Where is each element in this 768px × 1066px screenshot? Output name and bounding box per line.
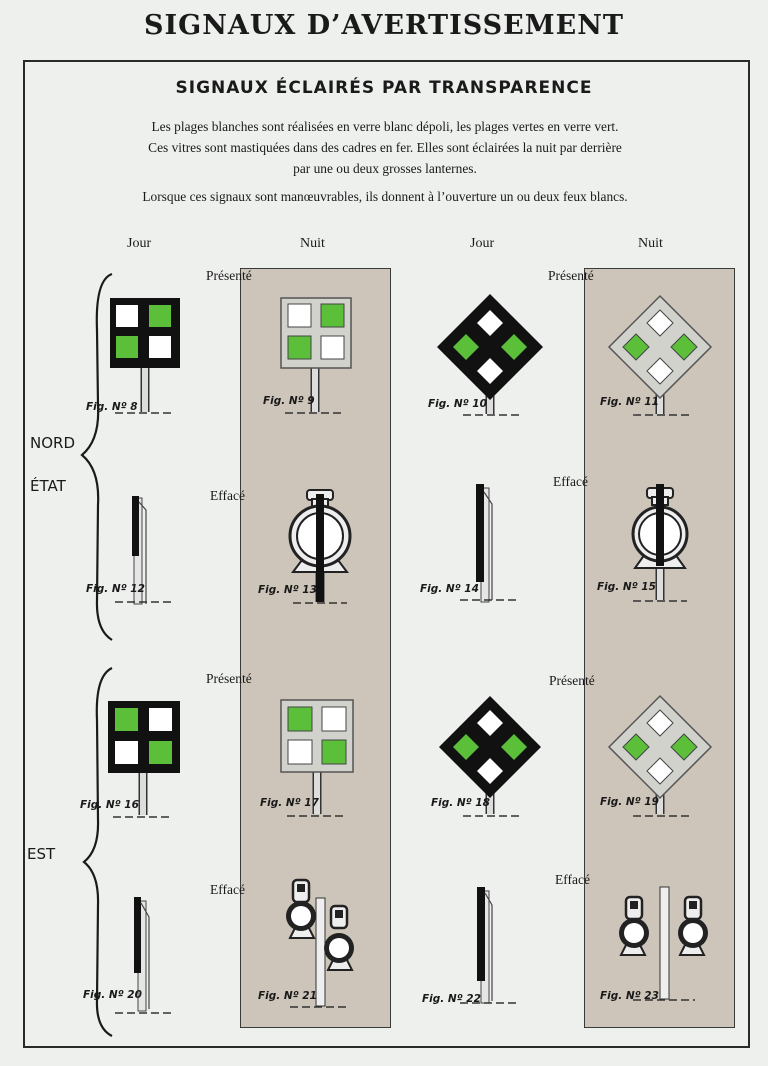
state-presente-1: Présenté bbox=[206, 268, 252, 283]
column-nuit-2: Nuit bbox=[638, 236, 663, 251]
state-efface-1: Effacé bbox=[210, 488, 245, 503]
caption-fig20: Fig. Nº 20 bbox=[83, 989, 142, 1001]
state-efface-2: Effacé bbox=[553, 474, 588, 489]
signal-fig20-edge-day bbox=[110, 895, 180, 1020]
description-line-1: Les plages blanches sont réalisées en verre blanc dépoli, les plages vertes en verre vert. bbox=[151, 119, 619, 134]
column-nuit-1: Nuit bbox=[300, 236, 325, 251]
caption-fig14: Fig. Nº 14 bbox=[420, 583, 479, 595]
caption-fig13: Fig. Nº 13 bbox=[258, 584, 317, 596]
description-line-2: Ces vitres sont mastiquées dans des cadres en fer. Elles sont éclairées la nuit par derrière bbox=[148, 140, 622, 155]
caption-fig15: Fig. Nº 15 bbox=[597, 581, 656, 593]
page-title: SIGNAUX D’AVERTISSEMENT bbox=[144, 10, 624, 41]
region-est: EST bbox=[27, 845, 56, 863]
region-etat: ÉTAT bbox=[30, 477, 66, 495]
caption-fig18: Fig. Nº 18 bbox=[431, 797, 490, 809]
description-line-4: Lorsque ces signaux sont manœuvrables, ils donnent à l’ouverture un ou deux feux blancs. bbox=[142, 189, 628, 204]
column-jour-2: Jour bbox=[470, 236, 495, 251]
state-efface-4: Effacé bbox=[555, 872, 590, 887]
caption-fig9: Fig. Nº 9 bbox=[263, 395, 315, 407]
caption-fig11: Fig. Nº 11 bbox=[600, 396, 659, 408]
caption-fig8: Fig. Nº 8 bbox=[86, 401, 138, 413]
caption-fig21: Fig. Nº 21 bbox=[258, 990, 317, 1002]
state-presente-3: Présenté bbox=[206, 671, 252, 686]
region-nord: NORD bbox=[30, 434, 75, 452]
caption-fig12: Fig. Nº 12 bbox=[86, 583, 145, 595]
caption-fig16: Fig. Nº 16 bbox=[80, 799, 139, 811]
caption-fig17: Fig. Nº 17 bbox=[260, 797, 319, 809]
description-line-3: par une ou deux grosses lanternes. bbox=[293, 161, 477, 176]
caption-fig23: Fig. Nº 23 bbox=[600, 990, 659, 1002]
caption-fig10: Fig. Nº 10 bbox=[428, 398, 487, 410]
state-presente-2: Présenté bbox=[548, 268, 594, 283]
caption-fig19: Fig. Nº 19 bbox=[600, 796, 659, 808]
state-presente-4: Présenté bbox=[549, 673, 595, 688]
plate-subtitle: SIGNAUX ÉCLAIRÉS PAR TRANSPARENCE bbox=[175, 78, 593, 98]
state-efface-3: Effacé bbox=[210, 882, 245, 897]
signal-fig22-edge-day bbox=[455, 885, 525, 1010]
caption-fig22: Fig. Nº 22 bbox=[422, 993, 481, 1005]
column-jour-1: Jour bbox=[127, 236, 152, 251]
